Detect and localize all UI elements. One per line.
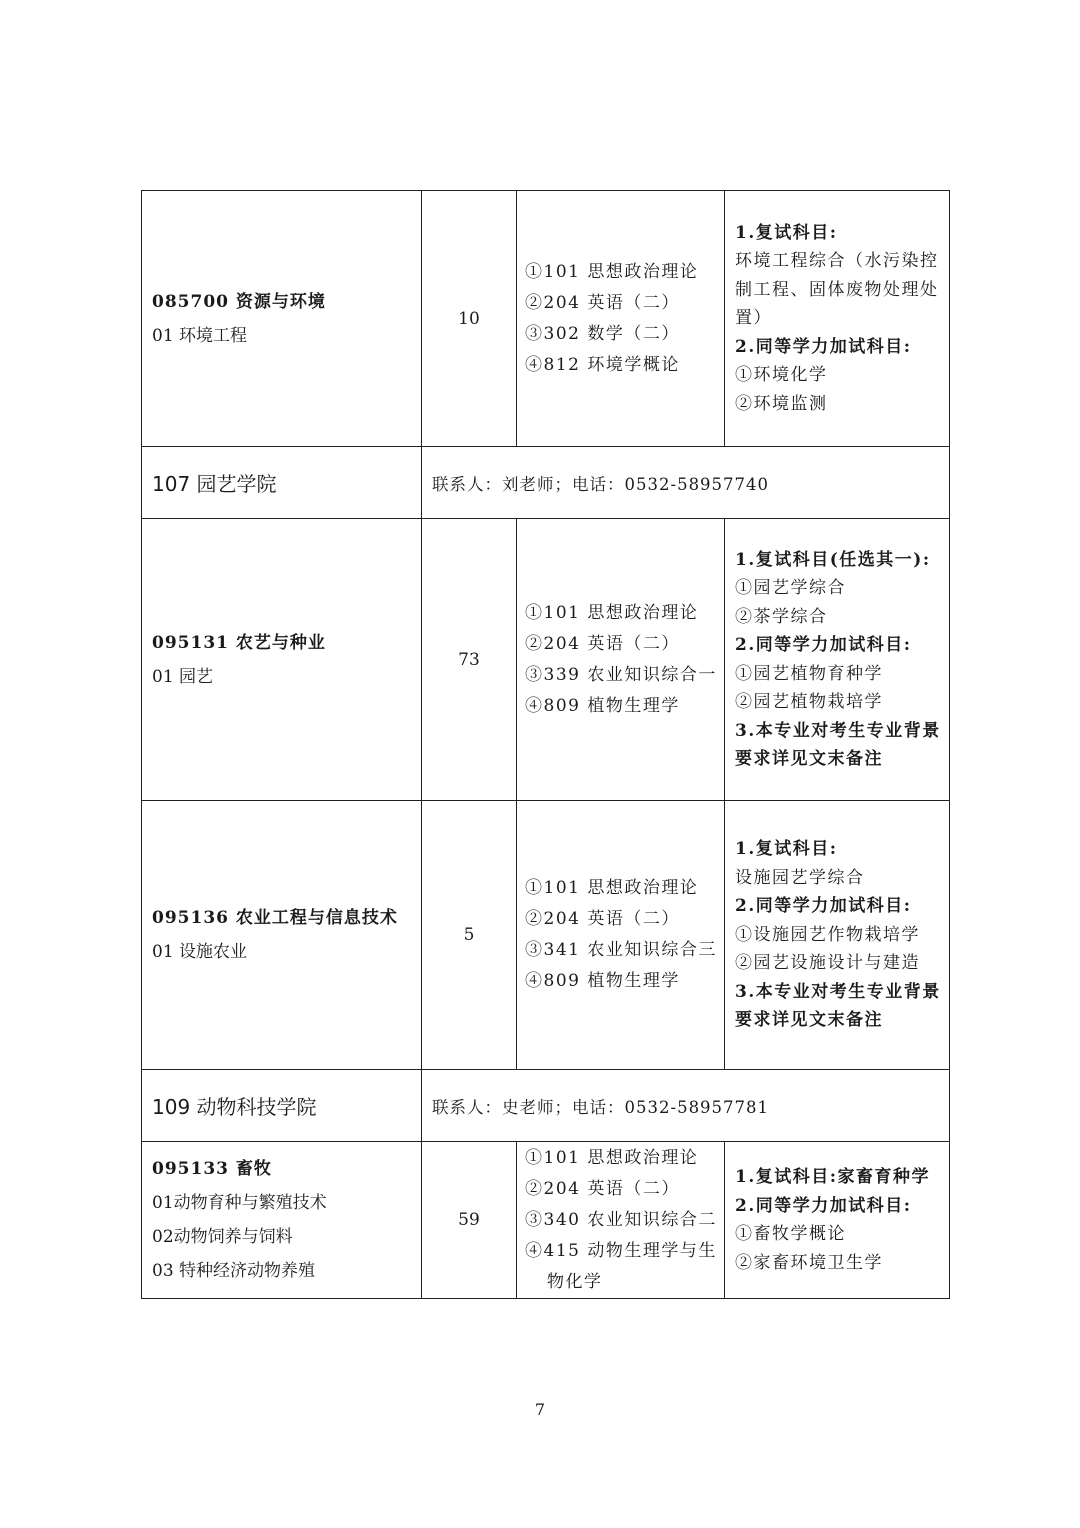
subject: ②204 英语（二）	[525, 633, 680, 654]
college-name: 109 动物科技学院	[142, 1070, 422, 1142]
note-line: 1.复试科目:家畜育种学	[735, 1167, 931, 1187]
quota: 73	[422, 519, 517, 801]
admissions-table	[141, 190, 950, 1299]
program-row	[142, 801, 950, 1070]
notes	[725, 1142, 950, 1299]
subject: ①101 思想政治理论	[525, 602, 699, 623]
subject: ②204 英语（二）	[525, 292, 680, 313]
direction: 01 园艺	[152, 666, 214, 687]
program-code-name: 085700 资源与环境	[152, 291, 326, 312]
exam-subjects	[517, 519, 725, 801]
exam-subjects	[517, 801, 725, 1070]
note-line: 设施园艺学综合	[735, 867, 865, 888]
subject: ①101 思想政治理论	[525, 261, 699, 282]
college-contact: 联系人：刘老师；电话：0532-58957740	[422, 447, 950, 519]
program-cell	[142, 519, 422, 801]
college-row	[142, 447, 950, 519]
subject: ④812 环境学概论	[525, 354, 680, 375]
note-line: ②园艺设施设计与建造	[735, 953, 920, 974]
note-line: ②环境监测	[735, 393, 828, 414]
notes	[725, 801, 950, 1070]
note-line: ②茶学综合	[735, 606, 828, 627]
program-code-name: 095131 农艺与种业	[152, 632, 326, 653]
subject: ①101 思想政治理论	[525, 1147, 699, 1168]
exam-subjects	[517, 1142, 725, 1299]
notes	[725, 519, 950, 801]
subject: ③341 农业知识综合三	[525, 940, 717, 960]
direction: 01动物育种与繁殖技术	[152, 1193, 327, 1213]
note-line: 3.本专业对考生专业背景要求详见文末备注	[735, 981, 941, 1031]
note-line: 2.同等学力加试科目:	[735, 336, 912, 357]
exam-subjects	[517, 191, 725, 447]
program-cell	[142, 801, 422, 1070]
subject: ④809 植物生理学	[525, 971, 680, 991]
note-line: ①畜牧学概论	[735, 1224, 846, 1244]
quota: 10	[422, 191, 517, 447]
page-number: 7	[534, 1400, 546, 1419]
note-line: 2.同等学力加试科目:	[735, 896, 912, 917]
subject-continuation: 物化学	[547, 1271, 603, 1292]
note-line: ①设施园艺作物栽培学	[735, 924, 920, 945]
program-cell	[142, 191, 422, 447]
note-line: 2.同等学力加试科目:	[735, 1195, 912, 1216]
quota: 5	[422, 801, 517, 1070]
note-line: 环境工程综合（水污染控制工程、固体废物处理处置）	[735, 251, 939, 329]
direction: 02动物饲养与饲料	[152, 1227, 293, 1247]
note-line: ②家畜环境卫生学	[735, 1252, 883, 1273]
note-line: 1.复试科目:	[735, 222, 838, 243]
subject: ②204 英语（二）	[525, 1178, 680, 1199]
subject: ①101 思想政治理论	[525, 878, 699, 898]
direction: 01 设施农业	[152, 942, 248, 962]
note-line: 3.本专业对考生专业背景要求详见文末备注	[735, 720, 941, 769]
direction: 03 特种经济动物养殖	[152, 1261, 316, 1281]
note-line: 1.复试科目(任选其一):	[735, 549, 931, 570]
note-line: 1.复试科目:	[735, 839, 838, 860]
notes	[725, 191, 950, 447]
college-contact: 联系人：史老师；电话：0532-58957781	[422, 1070, 950, 1142]
program-code-name: 095133 畜牧	[152, 1159, 272, 1179]
college-name: 107 园艺学院	[142, 447, 422, 519]
program-row	[142, 191, 950, 447]
subject: ③340 农业知识综合二	[525, 1209, 717, 1230]
subject: ③339 农业知识综合一	[525, 664, 717, 685]
direction: 01 环境工程	[152, 325, 248, 346]
note-line: ①园艺学综合	[735, 578, 846, 598]
subject: ③302 数学（二）	[525, 323, 680, 344]
note-line: 2.同等学力加试科目:	[735, 635, 912, 655]
note-line: ①环境化学	[735, 365, 828, 386]
quota: 59	[422, 1142, 517, 1299]
program-cell	[142, 1142, 422, 1299]
program-code-name: 095136 农业工程与信息技术	[152, 908, 398, 928]
college-row	[142, 1070, 950, 1142]
program-row	[142, 519, 950, 801]
subject: ④809 植物生理学	[525, 695, 680, 716]
subject: ④415 动物生理学与生	[525, 1240, 717, 1261]
program-row	[142, 1142, 950, 1299]
note-line: ②园艺植物栽培学	[735, 692, 883, 712]
note-line: ①园艺植物育种学	[735, 663, 883, 684]
subject: ②204 英语（二）	[525, 909, 680, 929]
